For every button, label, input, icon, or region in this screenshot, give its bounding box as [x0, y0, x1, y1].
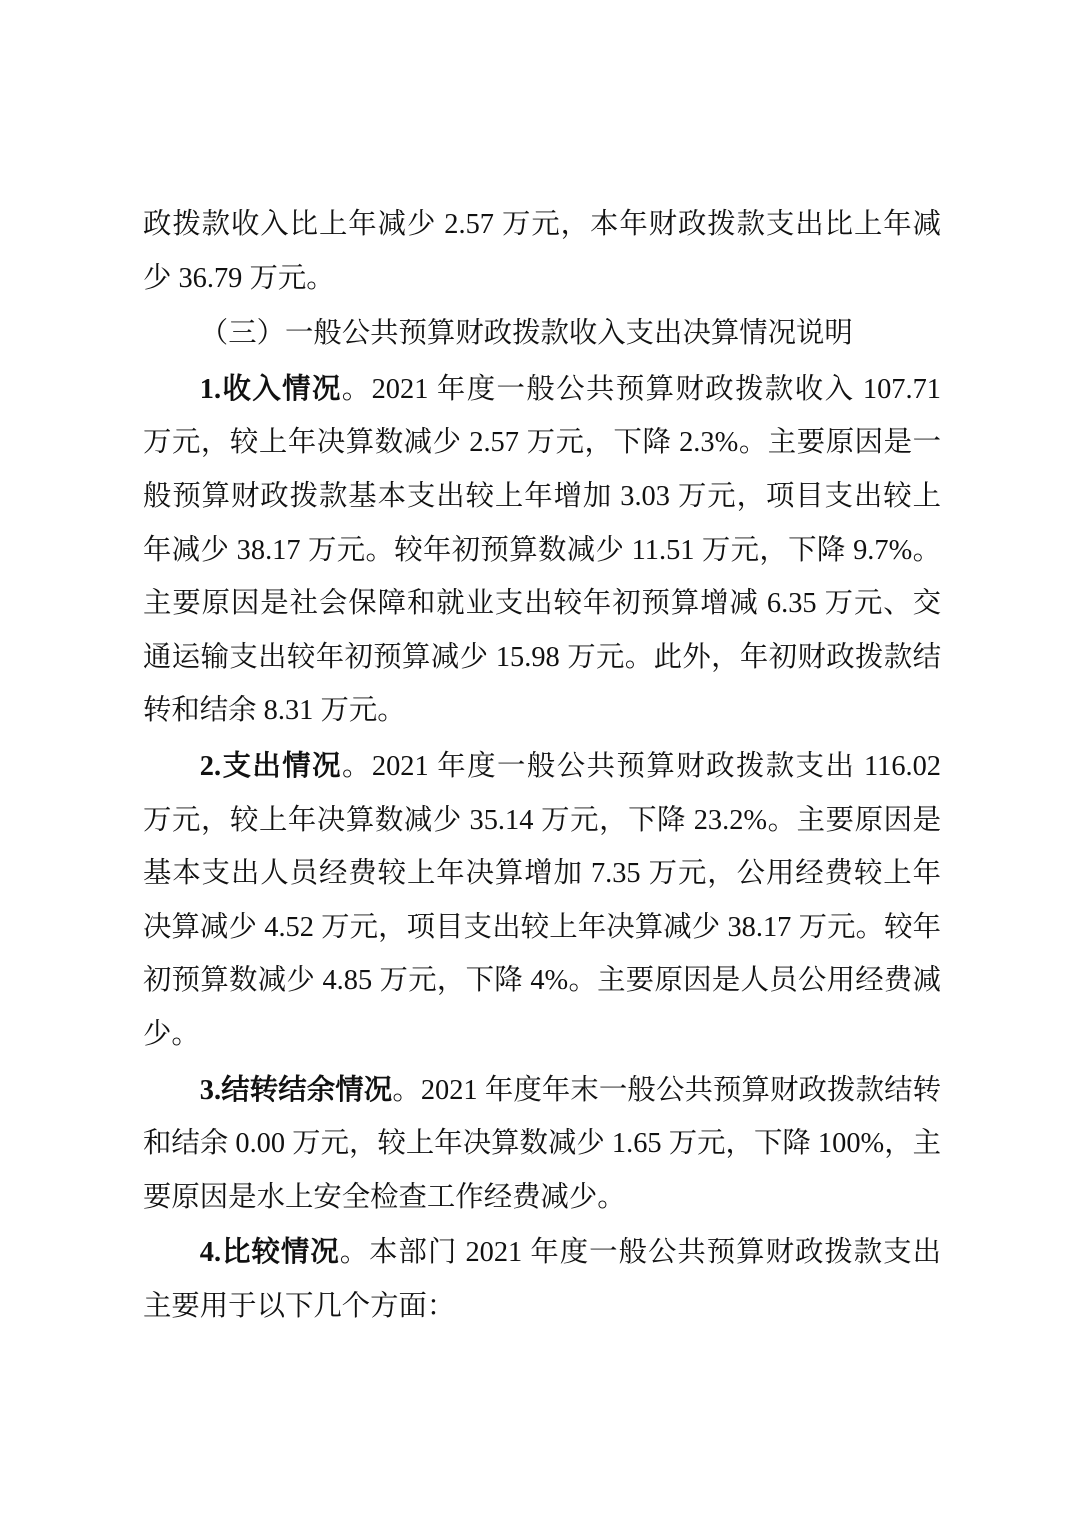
paragraph-text: 。本部门 2021 年度一般公共预算财政拨款支出主要用于以下几个方面： [143, 1237, 942, 1322]
paragraph-comparison [143, 1226, 941, 1333]
paragraph-continuation [143, 198, 941, 305]
paragraph-lead: 4.比较情况 [199, 1237, 340, 1269]
section-heading-text: （三）一般公共预算财政拨款收入支出决算情况说明 [199, 318, 853, 350]
document-page [143, 198, 941, 1335]
paragraph-text: 政拨款收入比上年减少 2.57 万元，本年财政拨款支出比上年减少 36.79 万元。 [143, 209, 941, 294]
paragraph-lead: 3.结转结余情况 [199, 1074, 393, 1106]
paragraph-expenditure [143, 740, 941, 1062]
section-heading [143, 307, 941, 361]
paragraph-carryover [143, 1064, 941, 1225]
paragraph-income [143, 363, 941, 738]
paragraph-text: 。2021 年度一般公共预算财政拨款支出 116.02 万元，较上年决算数减少 35.14 万元，下降 23.2%。主要原因是基本支出人员经费较上年决算增加 7.35 万元，公用经费较上年决算减少 4.52 万元，项目支出较上年决算减少 38.17 万元。较年初预算数减少 4.85 万元，下降 4%。主要原因是人员公用经费减少。 [143, 750, 942, 1050]
paragraph-text: 。2021 年度年末一般公共预算财政拨款结转和结余 0.00 万元，较上年决算数减少 1.65 万元，下降 100%，主要原因是水上安全检查工作经费减少。 [143, 1074, 941, 1213]
paragraph-lead: 1.收入情况 [199, 373, 342, 405]
paragraph-lead: 2.支出情况 [199, 750, 343, 782]
paragraph-text: 。2021 年度一般公共预算财政拨款收入 107.71 万元，较上年决算数减少 2.57 万元，下降 2.3%。主要原因是一般预算财政拨款基本支出较上年增加 3.03 万元，项目支出较上年减少 38.17 万元。较年初预算数减少 11.51 万元，下降 9.7%。主要原因是社会保障和就业支出较年初预算增减 6.35 万元、交通运输支出较年初预算减少 15.98 万元。此外，年初财政拨款结转和结余 8.31 万元。 [143, 373, 941, 727]
